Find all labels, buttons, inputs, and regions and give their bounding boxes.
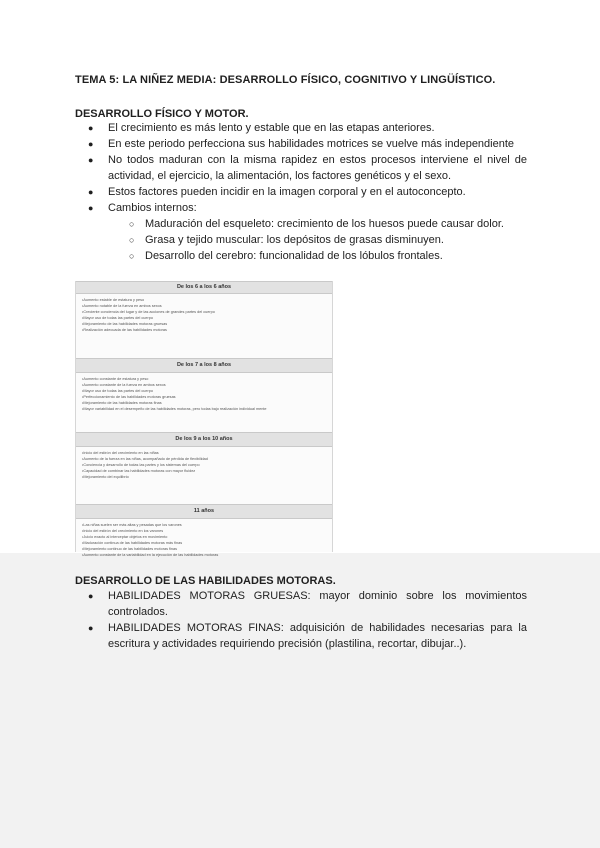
list-item: ● Estos factores pueden incidir en la imagen corporal y en el autoconcepto. [75,184,527,200]
table-item: • Aumento notable de la fuerza en ambos sexos [82,303,326,309]
table-item: • Maduración continua de las habilidades motoras más finas [82,540,326,546]
list-item: ● HABILIDADES MOTORAS GRUESAS: mayor dominio sobre los movimientos controlados. [75,588,527,620]
table-item: • Inicio del estirón del crecimiento en los varones [82,528,326,534]
development-table-image [75,281,333,558]
sub-list-item: ○ Maduración del esqueleto: crecimiento de los huesos puede causar dolor. [108,216,527,232]
table-section-items [76,373,332,432]
table-item: • Aumento estable de estatura y peso [82,297,326,303]
table-item: • Conciencia y desarrollo de todas las partes y los sistemas del cuerpo [82,462,326,468]
list-item: ● HABILIDADES MOTORAS FINAS: adquisición de habilidades necesarias para la escritura y actividades requiriendo precisión (plastilina, recortar, dibujar..). [75,620,527,652]
list-item-label: Cambios internos: [108,202,197,214]
table-section [76,432,332,504]
list-item: ● El crecimiento es más lento y estable que en las etapas anteriores. [75,120,527,136]
table-item: • Mejoramiento continuo de las habilidades motoras finas [82,546,326,552]
list-item-internal-changes [75,200,527,264]
document-title: TEMA 5: LA NIÑEZ MEDIA: DESARROLLO FÍSICO, COGNITIVO Y LINGÜÍSTICO. [75,74,496,86]
table-section-header: De los 6 a los 6 años [76,281,332,294]
table-section-items [76,447,332,504]
table-section [76,281,332,358]
table-item: • Inicio del estirón del crecimiento en las niñas [82,450,326,456]
table-item: • Capacidad de combinar las habilidades motoras con mayor fluidez [82,468,326,474]
physical-bullet-list [75,120,527,264]
table-section [76,504,332,561]
table-item: • Creciente conciencia del lugar y de las acciones de grandes partes del cuerpo [82,309,326,315]
internal-changes-sublist [108,216,527,264]
table-item: • Mayor uso de todas las partes del cuerpo [82,315,326,321]
table-item: • Aumento constante de la variabilidad en la ejecución de las habilidades motoras [82,552,326,558]
table-item: • Mejoramiento del equilibrio [82,474,326,480]
table-item: • Aumento constante de la fuerza en ambos sexos [82,382,326,388]
table-item: • Mayor uso de todas las partes del cuerpo [82,388,326,394]
table-item: • Aumento de la fuerza en las niñas, acompañado de pérdida de flexibilidad [82,456,326,462]
table-section-header: 11 años [76,504,332,519]
table-item: • Aumento constante de estatura y peso [82,376,326,382]
section-heading-physical: DESARROLLO FÍSICO Y MOTOR. [75,108,249,120]
section-heading-motor-skills: DESARROLLO DE LAS HABILIDADES MOTORAS. [75,575,336,587]
table-item: • Realización adecuada de las habilidades motoras [82,327,326,333]
motor-skills-bullet-list [75,588,527,652]
table-section [76,358,332,432]
table-item: • Las niñas suelen ser más altas y pesadas que los varones [82,522,326,528]
table-section-items [76,294,332,358]
table-section-header: De los 9 a los 10 años [76,432,332,447]
list-item: ● No todos maduran con la misma rapidez en estos procesos interviene el nivel de actividad, el ejercicio, la alimentación, los factores genéticos y el sexo. [75,152,527,184]
list-item: ● En este periodo perfecciona sus habilidades motrices se vuelve más independiente [75,136,527,152]
table-item: • Mejoramiento de las habilidades motoras gruesas [82,321,326,327]
table-item: • Mejoramiento de las habilidades motoras finas [82,400,326,406]
table-item: • Perfeccionamiento de las habilidades motoras gruesas [82,394,326,400]
sub-list-item: ○ Desarrollo del cerebro: funcionalidad de los lóbulos frontales. [108,248,527,264]
table-section-items [76,519,332,561]
table-item: • Mayor variabilidad en el desempeño de las habilidades motoras, pero todas bajo realización individual mente [82,406,326,412]
sub-list-item: ○ Grasa y tejido muscular: los depósitos de grasas disminuyen. [108,232,527,248]
table-section-header: De los 7 a los 8 años [76,358,332,373]
table-item: • Juicio exacto al interceptar objetos en movimiento [82,534,326,540]
